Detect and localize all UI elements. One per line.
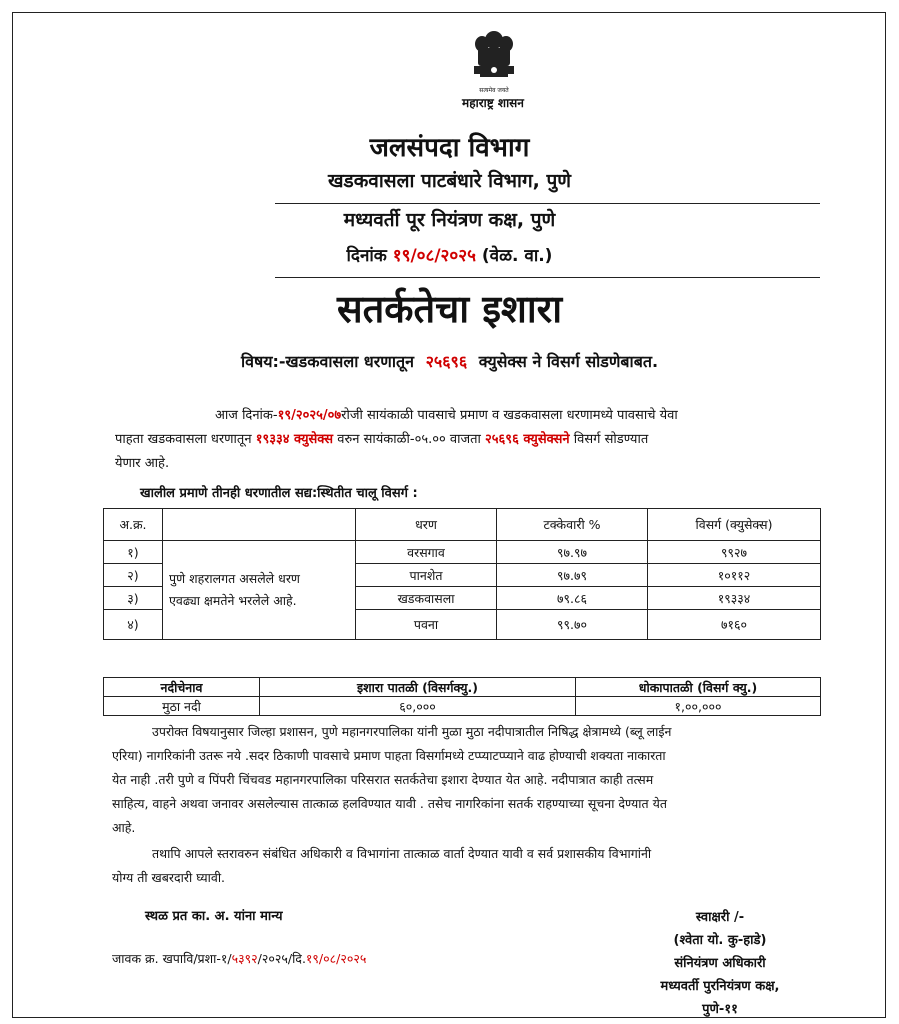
- divider: [275, 277, 820, 278]
- merged-note: पुणे शहरालगत असलेले धरण एवढ्या क्षमतेने भरलेले आहे.: [163, 541, 356, 640]
- table-row: मुठा नदी ६०,००० १,००,०००: [104, 697, 821, 716]
- subject-value: २५६९६: [425, 352, 468, 371]
- body-paragraph: उपरोक्त विषयानुसार जिल्हा प्रशासन, पुणे महानगरपालिका यांनी मुळा मुठा नदीपात्रातील निषिद्ध क्षेत्रामध्ये (ब्लू लाईन एरिया) नागरिकांनी उतरू नये .सदर ठिकाणी पावसाचे प्रमाण पाहता विसर्गामध्ये टप्प्याटप्प्याने वाढ होण्याची शक्यता नाकारता येत नाही .तरी पुणे व पिंपरी चिंचवड महानगरपालिका परिसरात सतर्कतेचा इशारा देण्यात येत आहे. नदीपात्रात काही तत्सम साहित्य, वाहने अथवा जनावर असलेल्यास तात्काळ हलविण्यात यावी . तसेच नागरिकांना सतर्क राहण्याच्या सूचना देण्यात येत आहे. तथापि आपले स्तरावरुन संबंधित अधिकारी व विभागांना तात्काळ वार्ता देण्यात यावी व सर्व प्रशासकीय विभागांनी योग्य ती खबरदारी घ्यावी.: [112, 724, 672, 885]
- table-row: ३) खडकवासला ७९.८६ १९३३४: [104, 587, 821, 610]
- division-title: खडकवासला पाटबंधारे विभाग, पुणे: [328, 170, 571, 192]
- col-header-note: [163, 509, 356, 541]
- emblem-motto: सत्यमेव जयते: [479, 87, 509, 94]
- signature-block: स्वाक्षरी /- (श्वेता यो. कु-हाडे) संनियंत्रण अधिकारी मध्यवर्ती पुरनियंत्रण कक्ष, पुणे-११: [660, 910, 780, 1017]
- dam-discharge-table: [103, 508, 821, 640]
- approval-note: स्थळ प्रत का. अ. यांना मान्य: [145, 909, 283, 924]
- table-row: २) पानशेत ९७.७९ १०११२: [104, 564, 821, 587]
- reference-number: जावक क्र. खपावि/प्रशा-१/५३९२/२०२५/दि.१९/०८/२०२५: [112, 951, 367, 966]
- table-caption: खालील प्रमाणे तीनही धरणातील सद्य:स्थितीत चालू विसर्ग :: [140, 486, 418, 501]
- header-date: दिनांक १९/०८/२०२५ (वेळ. वा.): [346, 246, 553, 266]
- state-emblem-icon: [464, 28, 524, 94]
- department-title: जलसंपदा विभाग: [369, 133, 530, 163]
- col-header-river: नदीचेनाव: [104, 678, 260, 697]
- cell-title: मध्यवर्ती पूर नियंत्रण कक्ष, पुणे: [343, 209, 556, 231]
- col-header-warning: इशारा पातळी (विसर्गक्यु.): [260, 678, 576, 697]
- divider: [275, 203, 820, 204]
- col-header-percent: टक्केवारी %: [497, 509, 648, 541]
- col-header-serial: अ.क्र.: [104, 509, 163, 541]
- intro-paragraph: आज दिनांक-१९/२०२५/०७रोजी सायंकाळी पावसाचे प्रमाण व खडकवासला धरणामध्ये पावसाचे येवा पाहता खडकवासला धरणातून १९३३४ क्युसेक्स वरुन सायंकाळी-०५.०० वाजता २५६९६ क्युसेक्सने विसर्ग सोडण्यात येणार आहे.: [115, 408, 678, 471]
- col-header-danger: धोकापातळी (विसर्ग क्यु.): [576, 678, 821, 697]
- table-row: ४) पवना ९९.७० ७१६०: [104, 610, 821, 640]
- subject-line: विषय:-खडकवासला धरणातून २५६९६ क्युसेक्स ने विसर्ग सोडणेबाबत.: [240, 352, 659, 371]
- date-value: १९/०८/२०२५: [392, 246, 476, 266]
- col-header-dam: धरण: [356, 509, 497, 541]
- alert-title: सतर्कतेचा इशारा: [336, 287, 563, 331]
- government-name: महाराष्ट्र शासन: [462, 96, 524, 110]
- col-header-discharge: विसर्ग (क्युसेक्स): [648, 509, 821, 541]
- river-level-table: [103, 677, 821, 716]
- table-row: १) पुणे शहरालगत असलेले धरण एवढ्या क्षमतेने भरलेले आहे. वरसगाव ९७.९७ ९९२७: [104, 541, 821, 564]
